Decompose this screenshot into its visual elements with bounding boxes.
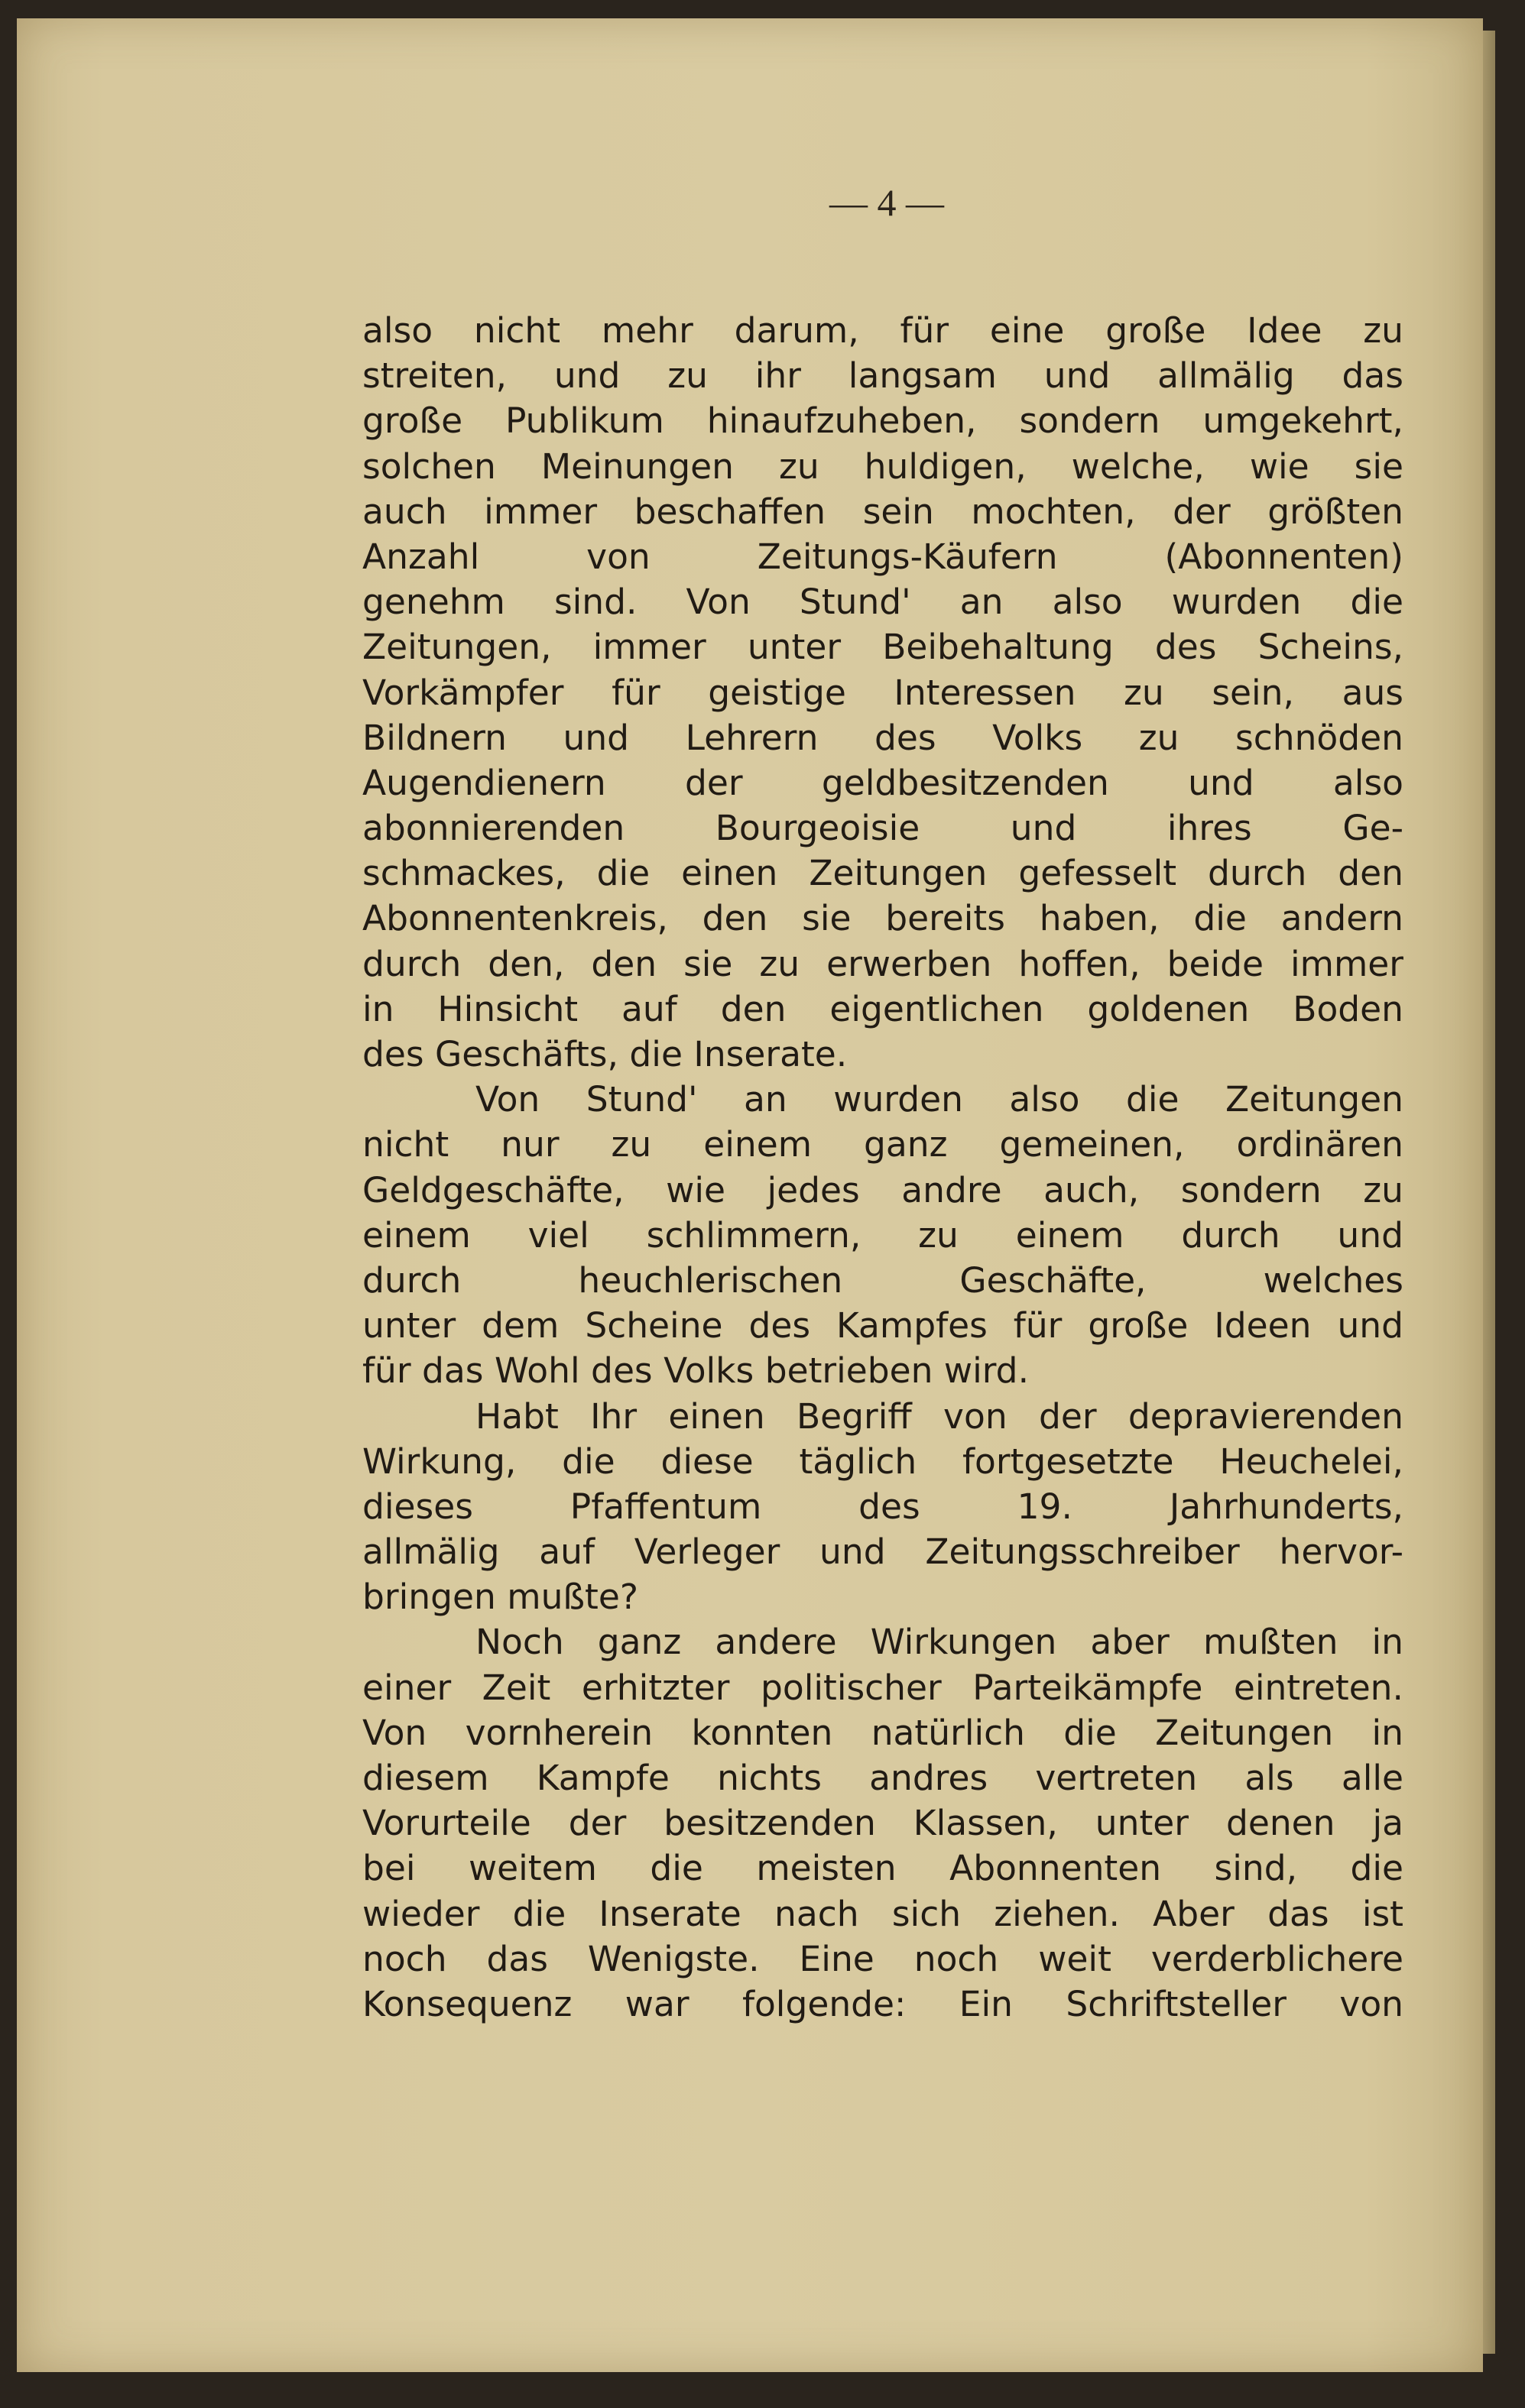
text-line: des Geschäfts, die Inserate.	[362, 1034, 848, 1074]
text-line: bei weitem die meisten Abonnenten sind, die	[362, 1848, 1403, 1889]
text-line: unter dem Scheine des Kampfes für große Ideen und	[362, 1305, 1403, 1347]
text-line: in Hinsicht auf den eigentlichen goldenen Boden	[362, 988, 1403, 1029]
text-line: Augendienern der geldbesitzenden und also	[362, 762, 1403, 803]
text-line: also nicht mehr darum, für eine große Idee zu	[362, 310, 1403, 351]
text-line: Vorurteile der besitzenden Klassen, unter denen ja	[362, 1803, 1403, 1844]
text-line: solchen Meinungen zu huldigen, welche, wie sie	[362, 446, 1403, 487]
text-line: einem viel schlimmern, zu einem durch und	[362, 1214, 1403, 1256]
text-line: Zeitungen, immer unter Beibehaltung des Scheins,	[362, 627, 1403, 668]
text-line: für das Wohl des Volks betrieben wird.	[362, 1350, 1030, 1392]
text-line: wieder die Inserate nach sich ziehen. Aber das ist	[362, 1893, 1403, 1934]
text-line: nicht nur zu einem ganz gemeinen, ordinären	[362, 1124, 1403, 1165]
text-line: genehm sind. Von Stund' an also wurden die	[362, 582, 1403, 623]
text-line: Konsequenz war folgende: Ein Schriftsteller von	[362, 1983, 1403, 2024]
text-line: allmälig auf Verleger und Zeitungsschreiber hervor-	[362, 1531, 1403, 1573]
text-line: Vorkämpfer für geistige Interessen zu sein, aus	[362, 672, 1403, 713]
body-text	[362, 308, 1403, 2027]
text-line: Habt Ihr einen Begriff von der depravierenden	[475, 1395, 1403, 1437]
text-line: bringen mußte?	[362, 1577, 639, 1618]
page-number: — 4 —	[829, 181, 944, 224]
text-line: Wirkung, die diese täglich fortgesetzte Heuchelei,	[362, 1441, 1403, 1482]
text-line: einer Zeit erhitzter politischer Parteikämpfe eintreten.	[362, 1667, 1403, 1708]
text-line: dieses Pfaffentum des 19. Jahrhunderts,	[362, 1486, 1403, 1527]
text-line: noch das Wenigste. Eine noch weit verderblichere	[362, 1938, 1403, 1979]
text-line: Von Stund' an wurden also die Zeitungen	[475, 1079, 1403, 1120]
text-line: Von vornherein konnten natürlich die Zeitungen in	[362, 1712, 1403, 1753]
text-line: schmackes, die einen Zeitungen gefesselt durch den	[362, 853, 1403, 894]
text-line: abonnierenden Bourgeoisie und ihres Ge-	[362, 808, 1403, 849]
text-line: streiten, und zu ihr langsam und allmälig das	[362, 355, 1403, 397]
text-line: Abonnentenkreis, den sie bereits haben, die andern	[362, 898, 1403, 939]
text-line: auch immer beschaffen sein mochten, der größten	[362, 491, 1403, 532]
text-line: durch den, den sie zu erwerben hoffen, beide immer	[362, 943, 1403, 984]
text-line: durch heuchlerischen Geschäfte, welches	[362, 1259, 1403, 1301]
text-line: Geldgeschäfte, wie jedes andre auch, sondern zu	[362, 1169, 1403, 1210]
text-line: Noch ganz andere Wirkungen aber mußten in	[475, 1622, 1403, 1663]
text-line: Anzahl von Zeitungs-Käufern (Abonnenten)	[362, 536, 1403, 577]
text-line: Bildnern und Lehrern des Volks zu schnöden	[362, 717, 1403, 758]
text-line: diesem Kampfe nichts andres vertreten als alle	[362, 1758, 1403, 1798]
text-line: große Publikum hinaufzuheben, sondern umgekehrt,	[362, 400, 1403, 442]
